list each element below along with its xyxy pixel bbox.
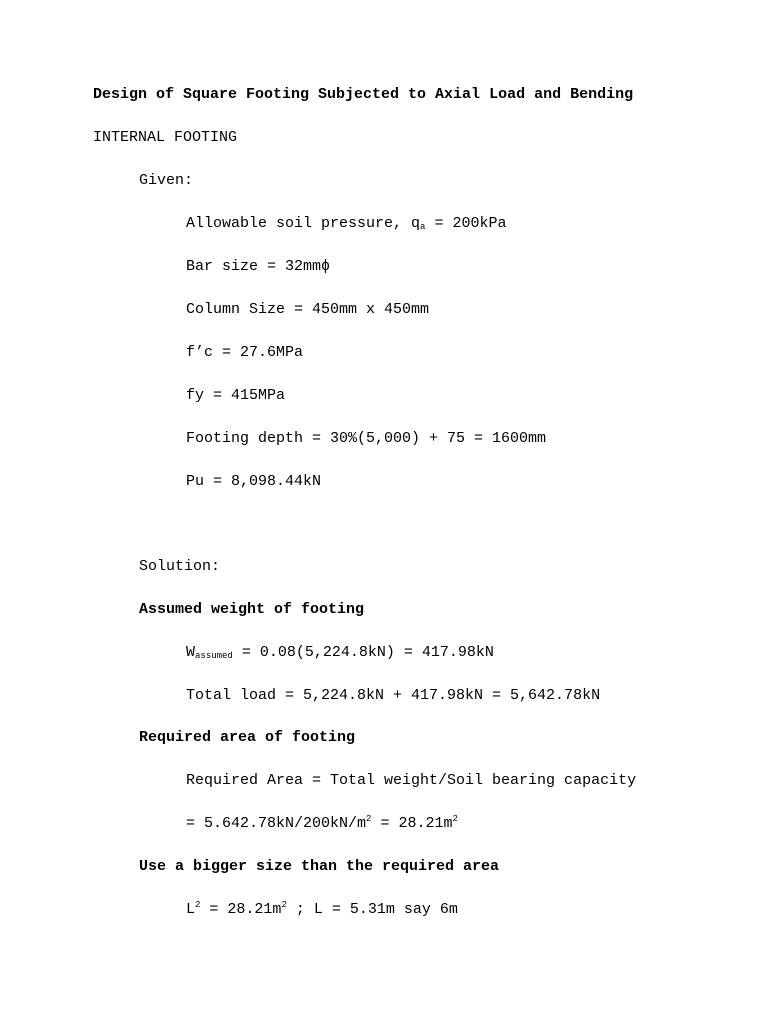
w-symbol: W xyxy=(186,644,196,661)
bigger-size-heading: Use a bigger size than the required area xyxy=(139,858,500,875)
solution-heading: Solution: xyxy=(139,558,221,575)
given-heading: Given: xyxy=(139,172,194,189)
l-part-b: = 28.21m xyxy=(200,901,282,918)
soil-pressure-subscript: a xyxy=(420,222,426,232)
l-sup-1: 2 xyxy=(195,900,201,910)
calc-part-b: = 28.21m xyxy=(371,815,453,832)
given-footing-depth: Footing depth = 30%(5,000) + 75 = 1600mm xyxy=(186,430,547,447)
calc-sup-2: 2 xyxy=(452,814,458,824)
calc-part-a: = 5.642.78kN/200kN/m xyxy=(186,815,367,832)
side-length-equation xyxy=(186,901,458,919)
l-sup-2: 2 xyxy=(281,900,287,910)
soil-pressure-prefix: Allowable soil pressure, q xyxy=(186,215,421,232)
document-title: Design of Square Footing Subjected to Axial Load and Bending xyxy=(93,86,634,103)
required-area-formula: Required Area = Total weight/Soil bearing capacity xyxy=(186,772,637,789)
l-part-a: L xyxy=(186,901,196,918)
given-column-size: Column Size = 450mm x 450mm xyxy=(186,301,430,318)
w-value: = 0.08(5,224.8kN) = 417.98kN xyxy=(232,644,494,661)
soil-pressure-value: = 200kPa xyxy=(425,215,507,232)
required-area-calculation xyxy=(186,815,458,833)
total-load-equation: Total load = 5,224.8kN + 417.98kN = 5,642.78kN xyxy=(186,687,601,704)
w-subscript: assumed xyxy=(195,651,233,661)
calc-sup-1: 2 xyxy=(366,814,372,824)
given-soil-pressure xyxy=(186,215,506,233)
given-pu: Pu = 8,098.44kN xyxy=(186,473,322,490)
assumed-weight-heading: Assumed weight of footing xyxy=(139,601,365,618)
given-fc: f’c = 27.6MPa xyxy=(186,344,304,361)
given-fy: fy = 415MPa xyxy=(186,387,286,404)
given-bar-size: Bar size = 32mmϕ xyxy=(186,258,331,275)
required-area-heading: Required area of footing xyxy=(139,729,356,746)
assumed-weight-equation xyxy=(186,644,494,662)
section-heading: INTERNAL FOOTING xyxy=(93,129,238,146)
l-part-c: ; L = 5.31m say 6m xyxy=(286,901,458,918)
